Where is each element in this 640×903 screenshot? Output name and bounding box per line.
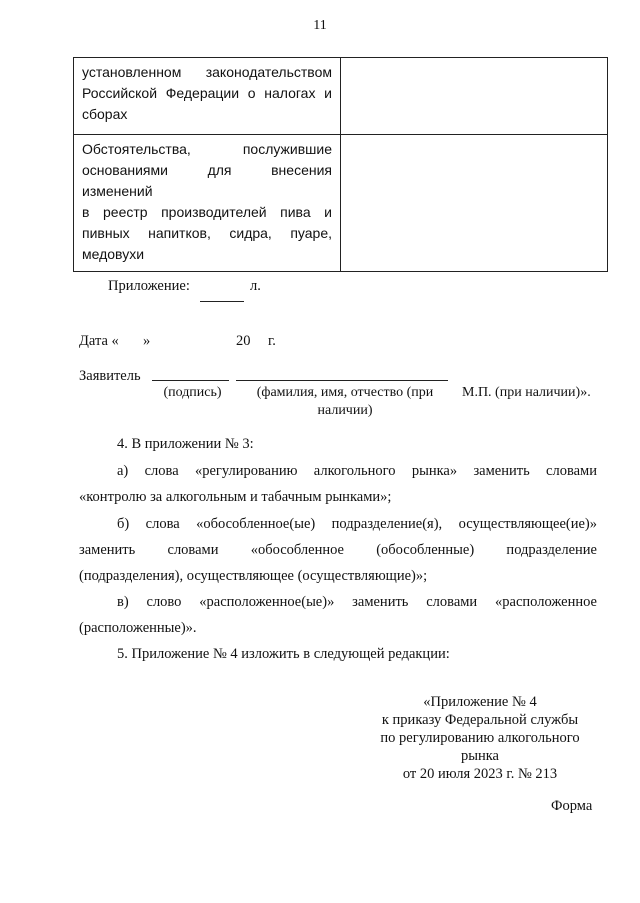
paragraph-4c-line2: (расположенные)».	[79, 620, 197, 636]
date-quote-close: »	[143, 333, 151, 349]
date-label: Дата «	[79, 333, 119, 349]
cell-line: в реестр производителей пива и	[82, 204, 332, 220]
cell-line: установленном законодательством	[82, 64, 332, 80]
table-row	[74, 58, 608, 135]
stamp-label: М.П. (при наличии)».	[462, 385, 591, 400]
cell-line: сборах	[82, 106, 128, 122]
date-year-prefix: 20	[236, 333, 251, 349]
cell-line: Обстоятельства, послужившие	[82, 141, 332, 157]
appendix-header	[360, 693, 600, 783]
table-cell-right	[341, 58, 608, 135]
table-cell-right	[341, 135, 608, 272]
signature-caption: (подпись)	[163, 385, 222, 400]
paragraph-4b-line2: заменить словами «обособленное (обособленные) подразделение	[79, 542, 597, 558]
appendix-header-line: к приказу Федеральной службы	[381, 712, 579, 728]
attachment-label: Приложение:	[108, 278, 190, 294]
attachment-unit: л.	[250, 278, 261, 294]
appendix-header-line: от 20 июля 2023 г. № 213	[402, 766, 558, 782]
form-label: Форма	[551, 798, 593, 814]
paragraph-5: 5. Приложение № 4 изложить в следующей редакции:	[117, 646, 450, 662]
table-cell-left	[74, 58, 341, 135]
paragraph-4: 4. В приложении № 3:	[117, 436, 254, 452]
cell-line: пивных напитков, сидра, пуаре,	[82, 225, 332, 241]
date-year-suffix: г.	[268, 333, 276, 349]
appendix-header-line: рынка	[460, 748, 499, 764]
attachment-count-blank	[200, 301, 244, 302]
paragraph-4b-line1: б) слова «обособленное(ые) подразделение(я), осуществляющее(ие)»	[117, 516, 597, 532]
page-number: 11	[313, 18, 327, 33]
cell-line: медовухи	[82, 246, 145, 262]
applicant-label: Заявитель	[79, 368, 141, 384]
full-name-blank	[236, 380, 448, 381]
paragraph-4a-line1: а) слова «регулированию алкогольного рынка» заменить словами	[117, 463, 597, 479]
table-cell-left	[74, 135, 341, 272]
table-row	[74, 135, 608, 272]
paragraph-4b-line3: (подразделения), осуществляющее (осуществляющие)»;	[79, 568, 428, 584]
appendix-header-line: «Приложение № 4	[423, 694, 537, 710]
registry-table	[73, 57, 608, 272]
cell-line: Российской Федерации о налогах и	[82, 85, 332, 101]
paragraph-4a-line2: «контролю за алкогольным и табачным рынками»;	[79, 489, 392, 505]
signature-blank	[152, 380, 229, 381]
paragraph-4c-line1: в) слово «расположенное(ые)» заменить словами «расположенное	[117, 594, 597, 610]
cell-line: основаниями для внесения изменений	[82, 162, 332, 199]
appendix-header-line: по регулированию алкогольного	[380, 730, 580, 746]
name-caption-line2: наличии)	[317, 403, 373, 418]
name-caption-line1: (фамилия, имя, отчество (при	[256, 385, 434, 400]
